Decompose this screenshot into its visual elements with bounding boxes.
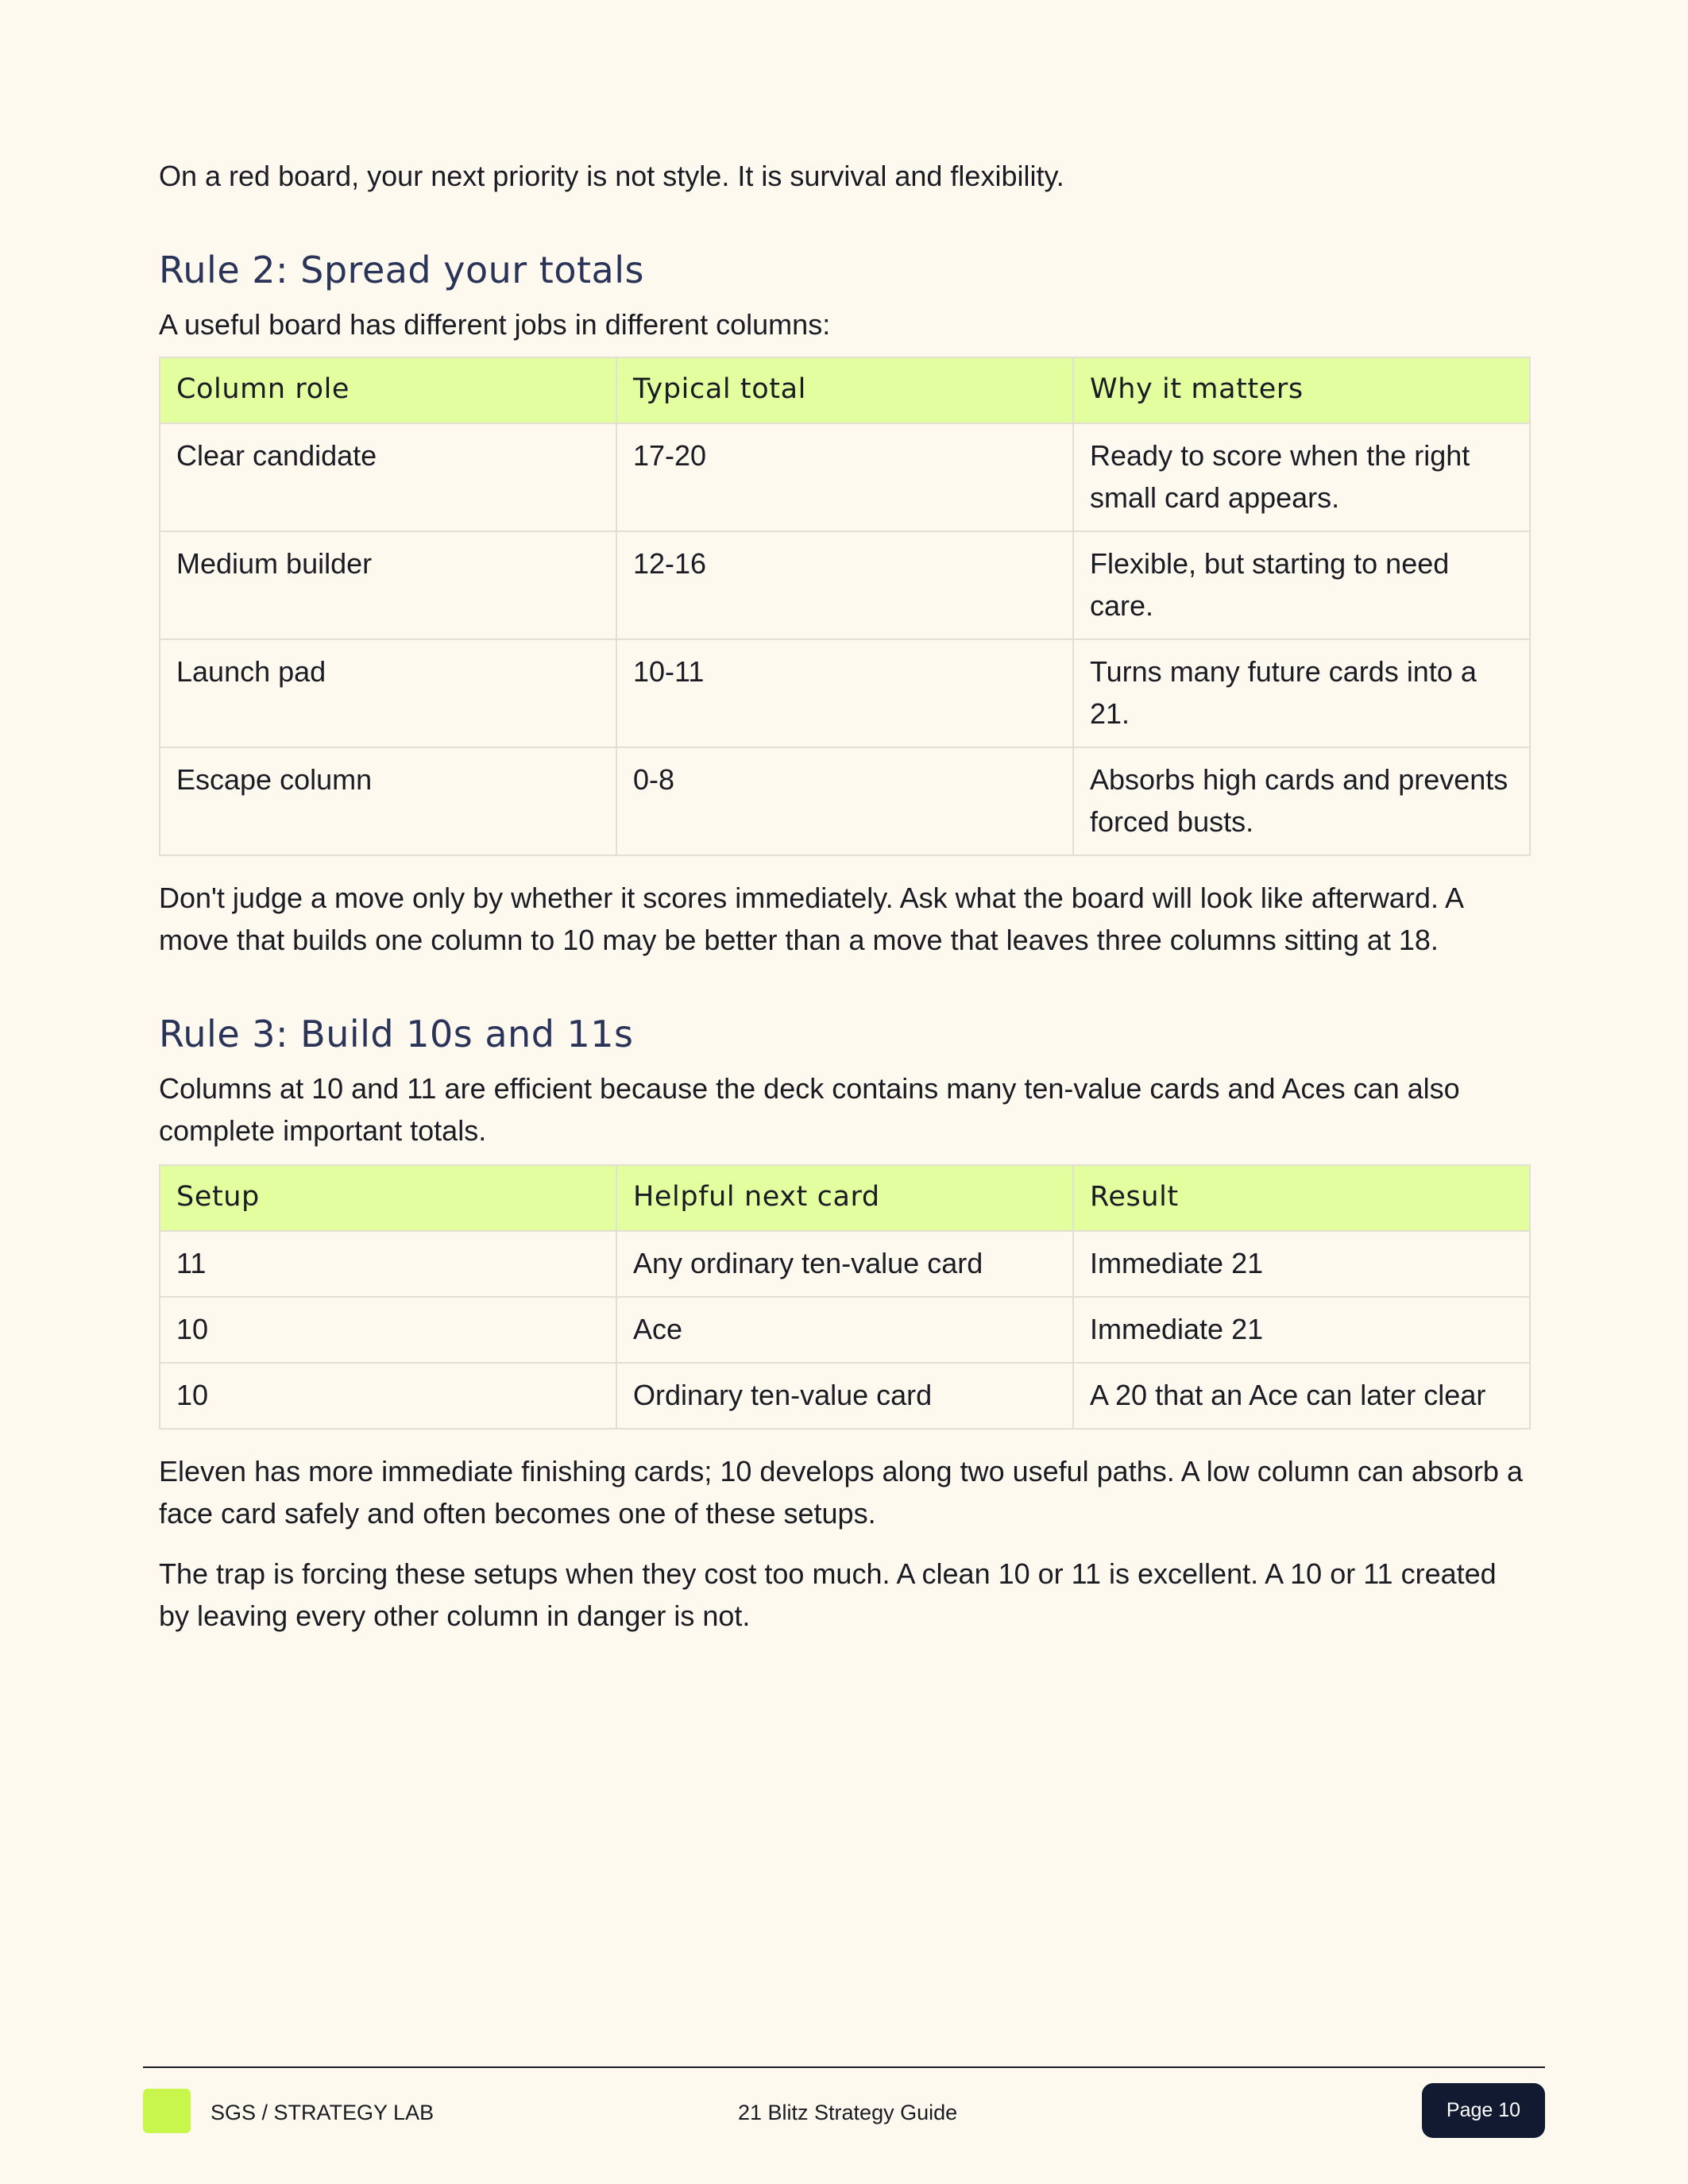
page-number-label: Page 10 (1446, 2099, 1521, 2121)
table-cell: 10 (160, 1297, 616, 1363)
table-cell: Immediate 21 (1073, 1231, 1530, 1297)
table-row (160, 639, 1530, 747)
table-row (160, 531, 1530, 639)
footer-divider (143, 2066, 1545, 2068)
table-cell: Absorbs high cards and prevents forced busts. (1073, 747, 1530, 855)
table-cell: Ordinary ten-value card (616, 1363, 1073, 1429)
brand-square-icon (143, 2089, 191, 2133)
table-row (160, 1297, 1530, 1363)
rule-3-after-1: Eleven has more immediate finishing cards; 10 develops along two useful paths. A low column can absorb a face card safely and often becomes one of these setups. (159, 1455, 1523, 1530)
table-header: Setup (160, 1165, 616, 1231)
table-cell: Launch pad (160, 639, 616, 747)
table-row (160, 423, 1530, 531)
column-roles-table (159, 357, 1531, 856)
table-cell: Flexible, but starting to need care. (1073, 531, 1530, 639)
table-header-row (160, 357, 1530, 423)
footer-brand: SGS / STRATEGY LAB (211, 2101, 435, 2124)
rule-2-lead: A useful board has different jobs in different columns: (159, 308, 831, 341)
table-header: Column role (160, 357, 616, 423)
table-cell: 0-8 (616, 747, 1073, 855)
rule-3-after-2: The trap is forcing these setups when they cost too much. A clean 10 or 11 is excellent. A 10 or 11 created by leaving every other column in danger is not. (159, 1557, 1497, 1632)
table-cell: 10-11 (616, 639, 1073, 747)
table-cell: 11 (160, 1231, 616, 1297)
table-cell: Immediate 21 (1073, 1297, 1530, 1363)
table-cell: 12-16 (616, 531, 1073, 639)
table-header: Result (1073, 1165, 1530, 1231)
rule-2-after: Don't judge a move only by whether it scores immediately. Ask what the board will look like afterward. A move that builds one column to 10 may be better than a move that leaves three columns sitting at 18. (159, 882, 1462, 956)
table-cell: Clear candidate (160, 423, 616, 531)
table-cell: 10 (160, 1363, 616, 1429)
table-header: Helpful next card (616, 1165, 1073, 1231)
table-cell: Ace (616, 1297, 1073, 1363)
table-cell: A 20 that an Ace can later clear (1073, 1363, 1530, 1429)
table-row (160, 1231, 1530, 1297)
table-header: Why it matters (1073, 357, 1530, 423)
footer-title: 21 Blitz Strategy Guide (738, 2101, 958, 2124)
rule-2-heading: Rule 2: Spread your totals (159, 249, 644, 291)
table-cell: Turns many future cards into a 21. (1073, 639, 1530, 747)
table-header-row (160, 1165, 1530, 1231)
table-cell: Medium builder (160, 531, 616, 639)
setups-table (159, 1164, 1531, 1430)
table-header: Typical total (616, 357, 1073, 423)
table-cell: Ready to score when the right small card appears. (1073, 423, 1530, 531)
page-content (159, 155, 1529, 1637)
rule-3-lead: Columns at 10 and 11 are efficient because the deck contains many ten-value cards and Aces can also complete important totals. (159, 1072, 1460, 1147)
page-number-badge (1422, 2083, 1545, 2138)
table-cell: Any ordinary ten-value card (616, 1231, 1073, 1297)
table-row (160, 1363, 1530, 1429)
rule-3-heading: Rule 3: Build 10s and 11s (159, 1013, 634, 1055)
table-cell: 17-20 (616, 423, 1073, 531)
table-cell: Escape column (160, 747, 616, 855)
intro-paragraph: On a red board, your next priority is not style. It is survival and flexibility. (159, 160, 1064, 192)
table-row (160, 747, 1530, 855)
